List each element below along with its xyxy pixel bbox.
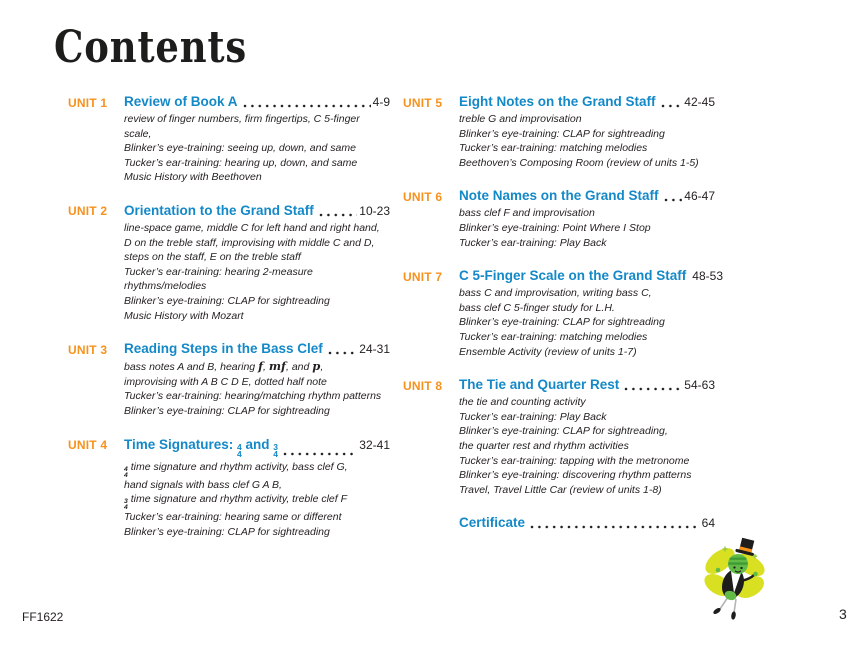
unit-detail-line: improvising with A B C D E, dotted half note: [124, 375, 327, 388]
time-signature-fraction: 3 4: [124, 498, 128, 512]
time-signature-fraction: 3 4: [273, 441, 279, 459]
unit-detail-line: Tucker’s ear-training: Play Back: [459, 236, 607, 249]
unit-label: UNIT 4: [68, 438, 108, 452]
unit-title: Reading Steps in the Bass Clef: [124, 341, 323, 357]
unit-body: [459, 188, 715, 250]
unit-detail-line: Blinker’s eye-training: Point Where I Stop: [459, 221, 651, 234]
toc-columns: [68, 94, 723, 557]
unit-detail-line: Tucker’s ear-training: matching melodies: [459, 142, 648, 155]
page-range: 4-9: [372, 95, 390, 109]
firefly-character-icon: [698, 537, 776, 621]
unit-title: Time Signatures: 4 4 and 3 4: [124, 436, 279, 459]
unit-label: UNIT 6: [403, 189, 443, 204]
unit-body: [459, 377, 715, 497]
unit-detail-line: Music History with Mozart: [124, 309, 244, 322]
unit-detail-line: Blinker’s eye-training: CLAP for sightreading: [124, 294, 330, 307]
unit-body: [459, 515, 715, 531]
dynamics-symbol: mf: [268, 359, 286, 374]
unit-detail-line: the tie and counting activity: [459, 396, 586, 409]
unit-detail-line: bass clef F and improvisation: [459, 207, 595, 220]
unit-detail-line: Blinker’s eye-training: seeing up, down, and same: [124, 142, 356, 155]
toc-unit: [403, 377, 715, 497]
unit-detail-line: Blinker’s eye-training: discovering rhythm patterns: [459, 469, 692, 482]
dynamics-symbol: p: [312, 359, 321, 374]
toc-unit: [68, 437, 390, 540]
unit-body: [124, 437, 390, 540]
unit-title: The Tie and Quarter Rest: [459, 377, 620, 393]
unit-body: [459, 94, 715, 170]
toc-column-left: [68, 94, 390, 557]
unit-detail-line: Tucker’s ear-training: matching melodies: [459, 330, 648, 343]
unit-detail-line: the quarter rest and rhythm activities: [459, 439, 629, 452]
page-range: 42-45: [684, 95, 715, 109]
time-signature-fraction: 4 4: [237, 441, 242, 459]
unit-detail-line: Tucker’s ear-training: tapping with the metronome: [459, 454, 690, 467]
page-range: 46-47: [684, 189, 715, 204]
unit-detail-line: Tucker’s ear-training: hearing same or different: [124, 511, 342, 524]
page-range: 64: [701, 516, 715, 531]
unit-label: UNIT 7: [403, 269, 443, 284]
unit-detail-line: bass notes A and B, hearing f, mf, and p,: [124, 359, 324, 374]
unit-detail-line: D on the treble staff, improvising with middle C and D,: [124, 236, 375, 249]
dotted-leader: [660, 98, 683, 109]
page-range: 24-31: [359, 342, 390, 357]
unit-title: Orientation to the Grand Staff: [124, 202, 314, 218]
page-title: Contents: [54, 22, 248, 73]
toc-entry-row: [459, 188, 715, 204]
unit-detail-line: Ensemble Activity (review of units 1-7): [459, 345, 637, 358]
unit-detail-line: steps on the staff, E on the treble staff: [124, 251, 301, 264]
unit-label: UNIT 1: [68, 95, 108, 110]
unit-detail-line: Travel, Travel Little Car (review of units 1-8): [459, 483, 662, 496]
toc-unit: [68, 94, 390, 185]
toc-entry-row: [459, 515, 715, 531]
unit-detail-line: treble G and improvisation: [459, 113, 582, 125]
toc-unit: [403, 268, 723, 359]
unit-title: Review of Book A: [124, 94, 238, 109]
toc-unit: [68, 203, 390, 323]
toc-entry-row: [459, 94, 715, 110]
page-range: 54-63: [684, 378, 715, 393]
unit-detail-line: review of finger numbers, firm fingertips, C 5-finger scale,: [124, 113, 360, 140]
unit-label: UNIT 3: [68, 342, 108, 357]
toc-entry-row: [124, 203, 390, 219]
unit-detail-line: Blinker’s eye-training: CLAP for sightreading,: [459, 425, 668, 438]
unit-label: UNIT 8: [403, 378, 443, 393]
unit-body: [459, 268, 723, 359]
unit-detail-line: Beethoven’s Composing Room (review of units 1-5): [459, 156, 699, 169]
unit-detail-line: line-space game, middle C for left hand and right hand,: [124, 221, 380, 234]
unit-label: UNIT 5: [403, 95, 443, 110]
unit-title: C 5-Finger Scale on the Grand Staff: [459, 268, 687, 284]
unit-title: Certificate: [459, 515, 526, 531]
catalog-number: FF1622: [22, 610, 64, 624]
unit-title: Eight Notes on the Grand Staff: [459, 94, 656, 109]
page-number: 3: [839, 606, 847, 622]
unit-detail-line: hand signals with bass clef G A B,: [124, 478, 282, 491]
toc-column-right: [403, 94, 723, 549]
unit-detail-line: Tucker’s ear-training: hearing up, down, and same: [124, 156, 358, 169]
dotted-leader: [282, 446, 357, 457]
unit-detail-line: Blinker’s eye-training: CLAP for sightreading: [459, 316, 665, 329]
toc-entry-row: [459, 377, 715, 393]
toc-entry-row: [124, 94, 390, 110]
unit-body: [124, 94, 390, 185]
toc-entry-row: [124, 437, 390, 458]
toc-entry-row: [124, 341, 390, 357]
unit-body: [124, 203, 390, 323]
toc-entry-row: [459, 268, 723, 284]
dotted-leader: [318, 207, 358, 218]
unit-detail-line: 3 4 time signature and rhythm activity, treble clef F: [124, 493, 348, 512]
unit-label: UNIT 2: [68, 204, 108, 219]
unit-detail-line: bass C and improvisation, writing bass C,: [459, 287, 652, 300]
unit-detail-line: 4 4 time signature and rhythm activity, bass clef G,: [124, 460, 348, 479]
toc-certificate-entry: [403, 515, 715, 531]
unit-detail-line: Tucker’s ear-training: Play Back: [459, 410, 607, 423]
toc-unit: [68, 341, 390, 418]
unit-detail-line: Tucker’s ear-training: hearing/matching rhythm patterns: [124, 390, 382, 403]
unit-detail-line: bass clef C 5-finger study for L.H.: [459, 301, 615, 314]
unit-detail-line: Blinker’s eye-training: CLAP for sightreading: [124, 525, 330, 538]
page-range: 48-53: [692, 269, 723, 284]
toc-unit: [403, 188, 715, 250]
dotted-leader: [529, 519, 700, 530]
dotted-leader: [327, 345, 358, 356]
dynamics-symbol: f: [258, 359, 264, 374]
unit-detail-line: Tucker’s ear-training: hearing 2-measure rhythms/melodies: [124, 265, 313, 293]
time-signature-fraction: 4 4: [124, 465, 128, 479]
unit-body: [124, 341, 390, 418]
unit-detail-line: Blinker’s eye-training: CLAP for sightreading: [459, 127, 665, 140]
dotted-leader: [242, 98, 371, 109]
unit-detail-line: Blinker’s eye-training: CLAP for sightreading: [124, 404, 330, 417]
page-range: 32-41: [359, 437, 390, 452]
toc-unit: [403, 94, 715, 170]
dotted-leader: [623, 381, 682, 392]
dotted-leader: [663, 192, 683, 203]
page-range: 10-23: [359, 203, 390, 218]
unit-title: Note Names on the Grand Staff: [459, 188, 659, 204]
unit-detail-line: Music History with Beethoven: [124, 171, 262, 184]
